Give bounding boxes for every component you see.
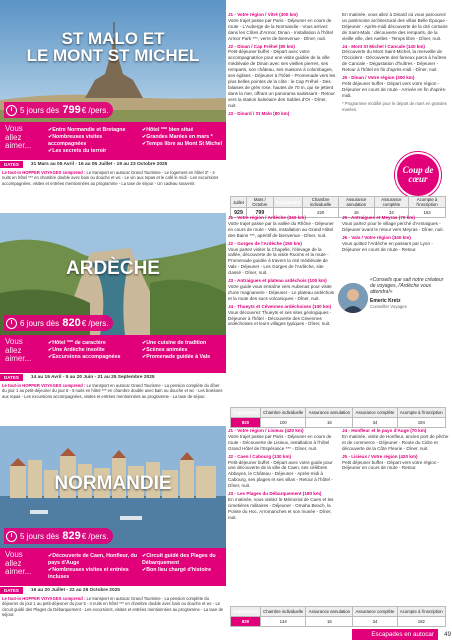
feature-item: ✔ Promenade guidée à Vals — [142, 354, 226, 361]
feature-item: ✔ Temps libre au Mont St Michel — [142, 141, 226, 148]
price-table: Supplément Chambre individuelle Assurance annulation Assurance complète Acompte à l'inscription 829 134 16 34 182 — [230, 606, 446, 627]
features-right — [142, 340, 226, 361]
included-description: Le tout-in HOPPER VOYAGES comprend : Le transport en autocar Grand Tourisme - La pension complète du dîner du jour 1 au petit-déjeuner du jour 6 - 5 nuits en hôtel *** en chambre double avec bain ou douche et wc - Les boissons aux repas - Les excursions accompagnées, visites et entrées mentionnées au programme - La taxe de séjour. — [2, 383, 223, 399]
features-strip — [0, 335, 226, 373]
features-right — [142, 553, 226, 574]
feature-item: ✔ Circuit guidé des Plages du Débarquement — [142, 553, 226, 567]
features-strip — [0, 548, 226, 586]
feature-item: ✔ Excursions accompagnées — [48, 354, 138, 361]
included-description: Le tout-in HOPPER VOYAGES comprend : Le transport en autocar Grand Tourisme - Le logement en hôtel 3* - 4 nuits en hôtel *** en chambre double avec bain ou douche et wc - Le vin aux repas et le café le midi - Les excursions accompagnées, visites et entrées mentionnées au programme - La taxe de séjour - Un cadeau souvenir. — [2, 170, 219, 186]
dates-label: DATES — [0, 587, 23, 594]
page-footer — [0, 629, 452, 640]
price-table: Supplément Chambre individuelle Assurance annulation Assurance complète Acompte à l'inscription 820 100 16 34 194 — [230, 407, 446, 428]
trip-title: ARDÈCHE — [66, 258, 160, 279]
feature-item: ✔ Nombreuses visites accompagnées — [48, 134, 138, 148]
trip-title: ST MALO ET LE MONT ST MICHEL — [26, 29, 200, 65]
itinerary: J1 - Votre région / Ardèche (340 km) Votre trajet passe par la vallée du Rhône - Déjeuner en cours de route - Vals, installation au Grand Hôtel des Bains ***, apéritif de bienvenue - Dîner, nuit. J2 - Gorges de l'Ardèche (150 km) Vous partez visiter la Chapelle, l'élevage de la vallée, découverte de la visite Ruoms et la route - Promenade guidée à travers la cité médiévale de Vals - Déjeuner - Les Gorges de l'Ardèche, site classé - Dîner, nuit. J3 - Antraigues et plateau ardéchois (100 km) Votre guide vous entraîne vers Aubenas pour visite d'une magnanerie - Déjeuner - Le plateau ardéchois et la route des sucs volcaniques - Dîner, nuit. J4 - Thueyts et Cévennes ardéchoises (100 km) Vous découvrez Thueyts et ses sites géologiques - Déjeuner à l'hôtel - Découverte des Cévennes ardéchoises et leurs villages typiques - Dîner, nuit. J5 - Antraigues et Meyras (70 km) Vous partez pour le village perché d'Antraigues - Déjeuner avant le retour vers Meyras - Dîner, nuit. J6 - Vals / Votre région (340 km) Vous quittez l'Ardèche en passant par Lyon - Déjeuner en cours de route - Retour. — [228, 215, 444, 327]
sticker-badge: Coup de cœur — [395, 152, 441, 198]
feature-item: ✔ Hôtel *** de caractère — [48, 340, 138, 347]
feature-item: ✔ Une Ardèche insolite — [48, 347, 138, 354]
included-description: Le tout-in HOPPER VOYAGES comprend : Le transport en autocar Grand Tourisme - La pension complète du déjeuner du jour 1 au petit-déjeuner du jour 5 - 4 nuits en hôtel *** en chambre double avec bain ou douche et wc - Le circuit guidé des Plages du Débarquement - Les excursions, visites et entrées mentionnées au programme - La taxe de séjour. — [2, 596, 224, 618]
price-tag: 5 jours dès 799 € /pers. — [4, 102, 113, 118]
features-left — [48, 127, 138, 155]
feature-item: ✔ Nombreuses visites et entrées incluses — [48, 567, 138, 581]
trip-st-malo — [0, 0, 452, 216]
dates-text: 14 au 19 Avril - 5 au 20 Juin - 21 au 25 Septembre 2025 — [30, 374, 155, 380]
price-tag: 5 jours dès 829 € /pers. — [4, 528, 113, 544]
clock-icon — [6, 105, 17, 116]
price-tag: 6 jours dès 820 € /pers. — [4, 315, 113, 331]
features-left — [48, 340, 138, 361]
dates-row — [0, 373, 226, 381]
trip-normandie — [0, 426, 452, 629]
feature-item: ✔ Grandes Marées en mars * — [142, 134, 226, 141]
feature-item: ✔ Hôtel *** bien situé — [142, 127, 226, 134]
avatar-photo — [338, 283, 368, 313]
dates-text: 16 au 20 Juillet - 22 au 26 Octobre 2025 — [30, 587, 120, 593]
clock-icon — [6, 531, 17, 542]
dates-row — [0, 160, 226, 168]
feature-item: ✔ Bon lieu chargé d'histoire — [142, 567, 226, 574]
trip-ardeche — [0, 213, 452, 426]
itinerary: J1 - Votre région / Lisieux (420 km) Votre trajet passe par Paris - Déjeuner en cours de route - Découverte de Lisieux, installation à l'hôtel Grand Hôtel de l'Espérance *** - Dîner, nuit. J2 - Caen / Cabourg (130 km) Petit-déjeuner buffet - Départ avec votre guide pour une découverte de la ville de Caen, ses célèbres Abbayes, le Château - Déjeuner - Après-midi à Cabourg, ses plages et ses villas - Retour à l'hôtel - Dîner, nuit. J3 - Les Plages du Débarquement (180 km) En matinée, vous visitez le Mémorial de Caen et les cimetières militaires - Déjeuner - Omaha Beach, la Pointe du Hoc, Arromanches et son musée - Dîner, nuit. J4 - Honfleur et le pays d'Auge (70 km) En matinée, visite de Honfleur, ancien port de pêche et de commerce - Déjeuner - Route du Cidre et découverte de la Côte Fleurie - Dîner, nuit. J5 - Lisieux / Votre région (420 km) Petit déjeuner buffet - Départ vers votre région - Déjeuner en cours de route - Retour. — [228, 428, 449, 520]
footnote: * Programme modifié pour le départ de mars en grandes marées. — [342, 100, 447, 112]
hero-image-normandie — [0, 426, 226, 548]
hero-image-ardeche — [0, 213, 226, 335]
trip-title: NORMANDIE — [54, 473, 172, 494]
vous-allez-aimer: Vous allez aimer... — [5, 550, 32, 577]
feature-item: ✔ Entre Normandie et Bretagne — [48, 127, 138, 134]
dates-text: 31 Mars au 05 Avril - 16 au 05 Juillet - 19 au 23 Octobre 2025 — [30, 161, 168, 167]
features-strip — [0, 122, 226, 160]
advisor-quote: «Conseils que sait notre créateur de voyages, l'Ardèche vous attendra!» Emeric Kretz Conseiller Voyages — [370, 277, 444, 309]
page-number: 49 — [443, 631, 451, 638]
feature-item: ✔ Découverte de Caen, Honfleur, du pays d'Auge — [48, 553, 138, 567]
feature-item: ✔ Les secrets du terroir — [48, 148, 138, 155]
hero-image-mont-st-michel — [0, 0, 226, 122]
dates-row — [0, 586, 226, 594]
feature-item: ✔ Une cuisine de tradition — [142, 340, 226, 347]
vous-allez-aimer: Vous allez aimer... — [5, 124, 32, 151]
feature-item: ✔ Scènes animées — [142, 347, 226, 354]
itinerary: J1 - Votre région / Vitré (300 km) Votre trajet passe par Paris - Déjeuner en cours de route - L'Auberge de la Normandie - Vous arrivez dans les Côtes d'Armor, Dinan - Installation à l'hôtel Armor Park ***, verre de bienvenue - Dîner, nuit. J2 - Dinan / Cap Fréhel (80 km) Petit-déjeuner buffet - Départ avec votre accompagnatrice pour une visite guidée de la ville médiévale de Dinan avec ses vieilles pierres, ses remparts, son château, ses maisons à colombages, ses églises - Déjeuner à l'hôtel - Promenade vers les plus belles pointes de la côte : le Cap Fréhel - Des falaises de grès rose, hautes de 70 m, qui se jettent dans la mer, offrant un panorama saisissant - Retour vers la station balnéaire des Sables d'Or - Dîner, nuit. J3 - Dinard / St Malo (80 km) En matinée, vous allez à Dinard où vous parcourez un patrimoine architectural des villas Belle Époque - Déjeuner - Après-midi découverte de la cité corsaire de Saint-Malo : découverte des remparts, de la vieille ville, des ruelles - Temps libre - Dîner, nuit. J4 - Mont St Michel / Cancale (140 km) Découverte du Mont Saint-Michel, la merveille de l'Occident - Découverte des fameux parcs à huîtres de Cancale - Dégustation d'huîtres - Déjeuner - Retour à l'hôtel en fin d'après-midi - Dîner, nuit. J5 - Dinan / Votre région (300 km) Petit déjeuner buffet - Départ vers votre région - Déjeuner en cours de route - Arrivée en fin d'après-midi. * Programme modifié pour le départ de mars en grandes marées. — [228, 12, 450, 130]
vous-allez-aimer: Vous allez aimer... — [5, 337, 32, 364]
dates-label: DATES — [0, 161, 23, 168]
price-table: Juillet Mars / Octobre Supplément Chambre individuelle Assurance annulation Assurance complète Acompte à l'inscription 929 799 220 16 34 153 — [230, 196, 446, 218]
section-label: Escapades en autocar — [352, 629, 438, 640]
clock-icon — [6, 318, 17, 329]
features-right — [142, 127, 226, 148]
features-left — [48, 553, 138, 581]
dates-label: DATES — [0, 374, 23, 381]
